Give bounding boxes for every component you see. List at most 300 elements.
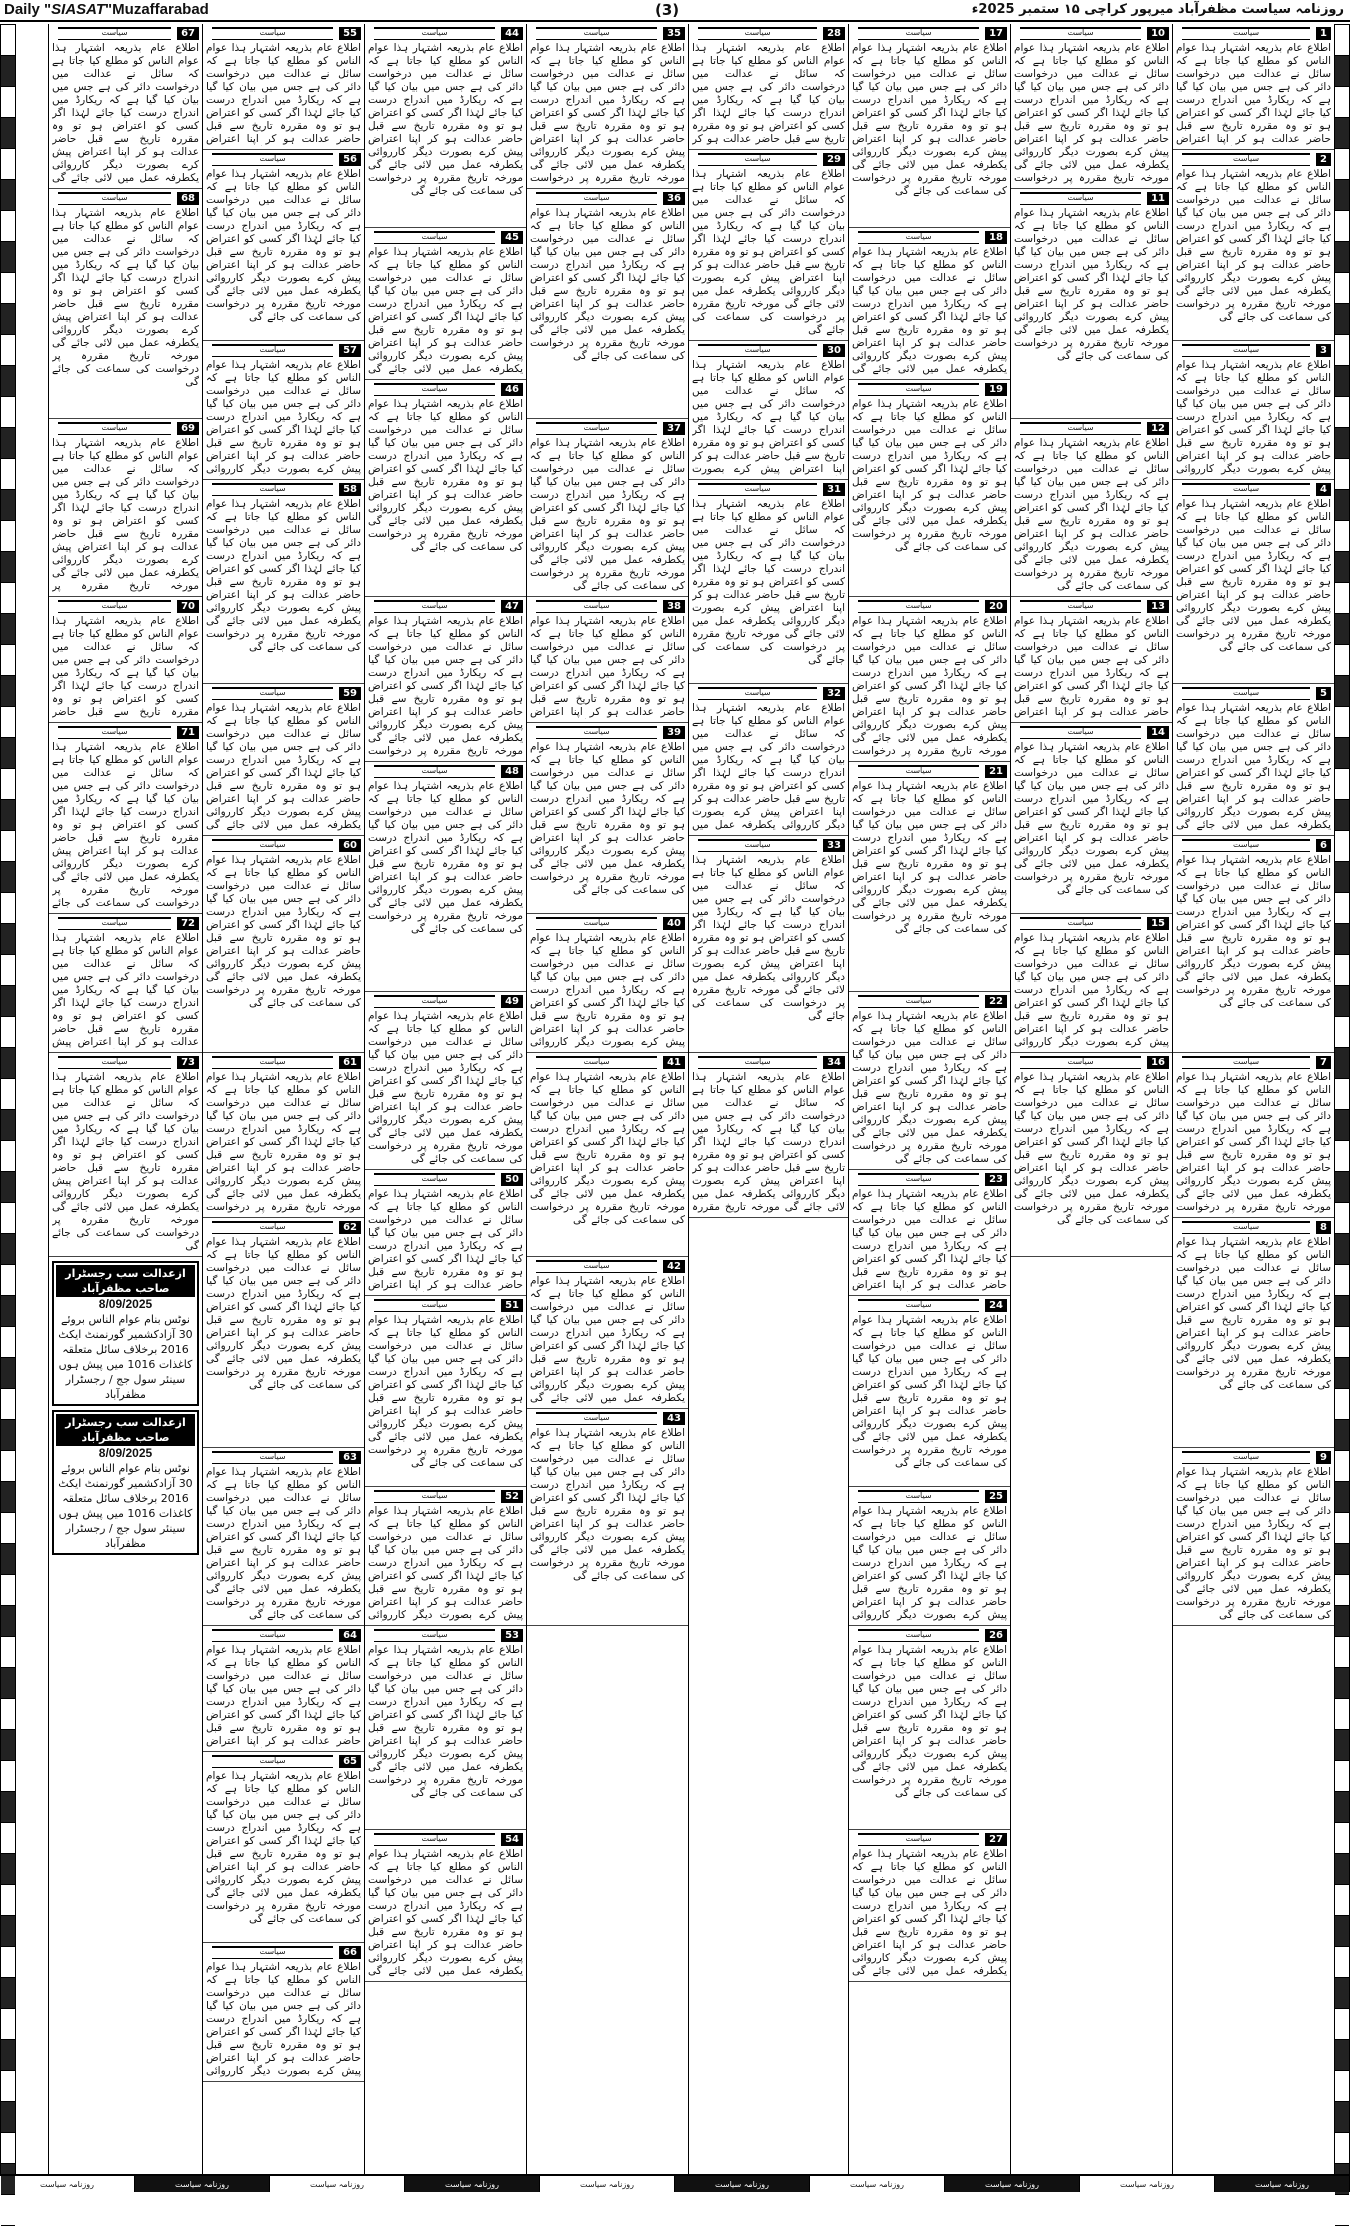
notice-body: اطلاع عام بذریعہ اشتہار ہذا عوام الناس کو مطلع کیا جاتا ہے کہ سائل نے عدالت میں درخواست دائر کی ہے جس میں بیان کیا گیا ہے کہ ریکارڈ میں اندراج درست کیا جائے لہٰذا اگر کسی کو اعتراض ہو تو وہ مقررہ تاریخ سے قبل حاضر عدالت ہو کر اپنا اعتراض bbox=[530, 615, 685, 718]
notice-header bbox=[52, 421, 199, 435]
border-strip-cell bbox=[1, 1079, 15, 1110]
notice-body: اطلاع عام بذریعہ اشتہار ہذا عوام الناس کو مطلع کیا جاتا ہے کہ سائل نے عدالت میں درخواست دائر کی ہے جس میں بیان کیا گیا ہے کہ ریکارڈ میں اندراج درست کیا جائے لہٰذا اگر کسی کو اعتراض ہو تو وہ مقررہ تاریخ سے قبل حاضر عدالت ہو کر اپنا اعتراض پیش کرے بصورت دیگر کارروائی یکطرفہ عمل میں لائی جائے گی مورخہ تاریخ مقررہ پر درخواست کی سماعت کی جائے گی bbox=[1014, 1071, 1169, 1226]
court-name: ازعدالت سب رجسٹرار صاحب مظفرآباد bbox=[56, 1414, 195, 1446]
notice-logo: سیاست bbox=[1182, 1221, 1310, 1234]
border-strip-cell bbox=[1335, 1482, 1349, 1513]
notice-body: اطلاع عام بذریعہ اشتہار ہذا عوام الناس کو مطلع کیا جاتا ہے کہ سائل نے عدالت میں درخواست دائر کی ہے جس میں بیان کیا گیا ہے کہ ریکارڈ میں اندراج درست کیا جائے لہٰذا اگر کسی کو اعتراض ہو تو وہ مقررہ تاریخ سے قبل حاضر عدالت ہو کر اپنا اعتراض پیش کرے بصورت دیگر کارروائی یکطرفہ عمل میں لائی جائے گی bbox=[52, 42, 199, 184]
border-strip-cell bbox=[1335, 1792, 1349, 1823]
public-notice bbox=[1173, 1448, 1334, 1626]
notice-logo: سیاست bbox=[374, 1629, 495, 1642]
border-strip-cell bbox=[1, 25, 15, 56]
border-strip-cell bbox=[1, 366, 15, 397]
notice-number: 2 bbox=[1316, 153, 1331, 166]
notice-body: اطلاع عام بذریعہ اشتہار ہذا عوام الناس کو مطلع کیا جاتا ہے کہ سائل نے عدالت میں درخواست دائر کی ہے جس میں بیان کیا گیا ہے کہ ریکارڈ میں اندراج درست کیا جائے لہٰذا اگر کسی کو اعتراض ہو تو وہ مقررہ تاریخ سے قبل حاضر عدالت ہو کر اپنا اعتراض پیش کرے بصورت دیگر کارروائی bbox=[206, 1961, 361, 2077]
notice-body: اطلاع عام بذریعہ اشتہار ہذا عوام الناس کو مطلع کیا جاتا ہے کہ سائل نے عدالت میں درخواست دائر کی ہے جس میں بیان کیا گیا ہے کہ ریکارڈ میں اندراج درست کیا جائے لہٰذا اگر کسی کو اعتراض ہو تو وہ مقررہ تاریخ سے قبل حاضر عدالت ہو کر اپنا اعتراض پیش کرے بصورت دیگر کارروائی یکطرفہ عمل میں لائی جائے گی مورخہ تاریخ مقررہ پر درخواست کی سماعت کی جائے گی bbox=[206, 854, 361, 1009]
notice-header bbox=[206, 1945, 361, 1959]
notice-column bbox=[688, 24, 848, 2174]
notice-body: اطلاع عام بذریعہ اشتہار ہذا عوام الناس کو مطلع کیا جاتا ہے کہ سائل نے عدالت میں درخواست دائر کی ہے جس میں بیان کیا گیا ہے کہ ریکارڈ میں اندراج درست کیا جائے لہٰذا اگر کسی کو اعتراض ہو تو وہ مقررہ تاریخ سے قبل حاضر عدالت ہو کر اپنا اعتراض پیش کرے بصورت دیگر کارروائی یکطرفہ عمل میں لائی جائے گی مورخہ تاریخ مقررہ پر درخواست کی سماعت کی جائے گی bbox=[368, 1010, 523, 1165]
notice-number: 54 bbox=[501, 1833, 523, 1846]
notice-number: 25 bbox=[985, 1490, 1007, 1503]
notice-body: اطلاع عام بذریعہ اشتہار ہذا عوام الناس کو مطلع کیا جاتا ہے کہ سائل نے عدالت میں درخواست دائر کی ہے جس میں بیان کیا گیا ہے کہ ریکارڈ میں اندراج درست کیا جائے لہٰذا اگر کسی کو اعتراض ہو تو وہ مقررہ تاریخ سے قبل حاضر عدالت ہو کر اپنا اعتراض پیش کرے بصورت دیگر کارروائی یکطرفہ عمل میں لائی جائے گی مورخہ تاریخ مقررہ bbox=[692, 1071, 845, 1213]
border-strip-cell bbox=[1335, 800, 1349, 831]
notice-header bbox=[1176, 686, 1331, 700]
notice-header bbox=[52, 26, 199, 40]
court-signature: سینئر سول جج / رجسٹرار مظفرآباد bbox=[65, 1373, 186, 1401]
border-strip-cell bbox=[1, 180, 15, 211]
border-strip-cell bbox=[1, 924, 15, 955]
notice-logo: سیاست bbox=[1182, 153, 1310, 166]
court-notice bbox=[52, 1410, 199, 1555]
border-strip-cell bbox=[1335, 676, 1349, 707]
notice-body: اطلاع عام بذریعہ اشتہار ہذا عوام الناس کو مطلع کیا جاتا ہے کہ سائل نے عدالت میں درخواست دائر کی ہے جس میں بیان کیا گیا ہے کہ ریکارڈ میں اندراج درست کیا جائے لہٰذا اگر کسی کو اعتراض ہو تو وہ مقررہ تاریخ سے قبل حاضر عدالت ہو کر اپنا اعتراض پیش کرے بصورت دیگر کارروائی یکطرفہ عمل میں لائی جائے گی مورخہ تاریخ مقررہ پر درخواست کی سماعت کی جائے گی bbox=[368, 398, 523, 553]
border-strip-cell bbox=[1335, 1203, 1349, 1234]
border-strip-cell bbox=[1, 1513, 15, 1544]
border-strip-cell bbox=[1, 1172, 15, 1203]
notice-logo: سیاست bbox=[858, 231, 979, 244]
notice-header bbox=[1014, 26, 1169, 40]
notice-logo: سیاست bbox=[212, 1221, 333, 1234]
notice-body: اطلاع عام بذریعہ اشتہار ہذا عوام الناس کو مطلع کیا جاتا ہے کہ سائل نے عدالت میں درخواست دائر کی ہے جس میں بیان کیا گیا ہے کہ ریکارڈ میں اندراج درست کیا جائے لہٰذا اگر کسی کو اعتراض ہو تو وہ مقررہ تاریخ سے قبل حاضر عدالت ہو کر اپنا اعتراض پیش کرے بصورت دیگر کارروائی یکطرفہ عمل میں لائی جائے گی مورخہ تاریخ مقررہ پر درخواست کی سماعت کی جائے گی bbox=[206, 1236, 361, 1391]
notice-number: 11 bbox=[1147, 192, 1169, 205]
border-strip-cell bbox=[1, 490, 15, 521]
public-notice bbox=[365, 380, 526, 597]
notice-body: اطلاع عام بذریعہ اشتہار ہذا عوام الناس کو مطلع کیا جاتا ہے کہ سائل نے عدالت میں درخواست دائر کی ہے جس میں بیان کیا گیا ہے کہ ریکارڈ میں اندراج درست کیا جائے لہٰذا اگر کسی کو اعتراض ہو تو وہ مقررہ تاریخ سے قبل حاضر عدالت ہو کر اپنا اعتراض پیش کرے بصورت دیگر کارروائی یکطرفہ عمل میں لائی جائے گی مورخہ تاریخ مقررہ پر درخواست کی سماعت کی جائے گی bbox=[692, 168, 845, 336]
notice-body: اطلاع عام بذریعہ اشتہار ہذا عوام الناس کو مطلع کیا جاتا ہے کہ سائل نے عدالت میں درخواست دائر کی ہے جس میں بیان کیا گیا ہے کہ ریکارڈ میں اندراج درست کیا جائے لہٰذا اگر کسی کو اعتراض ہو تو وہ مقررہ تاریخ سے قبل حاضر عدالت ہو کر اپنا اعتراض پیش کرے بصورت دیگر کارروائی یکطرفہ عمل میں لائی جائے گی مورخہ تاریخ مقررہ پر درخواست bbox=[368, 615, 523, 757]
border-strip-cell bbox=[1335, 1854, 1349, 1885]
border-strip-cell bbox=[1335, 707, 1349, 738]
notice-logo: سیاست bbox=[1182, 344, 1310, 357]
right-border-strip bbox=[1334, 24, 1350, 2174]
border-strip-cell bbox=[1335, 118, 1349, 149]
public-notice bbox=[527, 24, 688, 189]
notice-header bbox=[692, 343, 845, 357]
notice-header bbox=[368, 599, 523, 613]
border-strip-cell bbox=[1335, 25, 1349, 56]
border-strip-cell bbox=[1, 893, 15, 924]
notice-logo: سیاست bbox=[1020, 422, 1141, 435]
notice-header bbox=[530, 26, 685, 40]
notice-header bbox=[1176, 838, 1331, 852]
notice-header bbox=[368, 382, 523, 396]
notice-number: 20 bbox=[985, 600, 1007, 613]
newspaper-page bbox=[0, 24, 1350, 2174]
notice-body: اطلاع عام بذریعہ اشتہار ہذا عوام الناس کو مطلع کیا جاتا ہے کہ سائل نے عدالت میں درخواست دائر کی ہے جس میں بیان کیا گیا ہے کہ ریکارڈ میں اندراج درست کیا جائے لہٰذا اگر کسی کو اعتراض ہو تو وہ مقررہ تاریخ سے قبل حاضر عدالت ہو کر اپنا اعتراض پیش کرے بصورت دیگر کارروائی یکطرفہ عمل میں لائی جائے گی مورخہ تاریخ مقررہ پر درخواست bbox=[530, 42, 685, 184]
notice-header bbox=[368, 1172, 523, 1186]
border-strip-cell bbox=[1335, 1296, 1349, 1327]
public-notice bbox=[365, 1170, 526, 1296]
public-notice bbox=[1173, 150, 1334, 341]
notice-column bbox=[1172, 24, 1334, 2174]
notice-header bbox=[530, 916, 685, 930]
border-strip-cell bbox=[1335, 1544, 1349, 1575]
public-notice bbox=[527, 914, 688, 1053]
notice-number: 3 bbox=[1316, 344, 1331, 357]
notice-header bbox=[368, 1628, 523, 1642]
border-strip-cell bbox=[1, 242, 15, 273]
notice-header bbox=[692, 26, 845, 40]
public-notice bbox=[203, 24, 364, 150]
notice-body: اطلاع عام بذریعہ اشتہار ہذا عوام الناس کو مطلع کیا جاتا ہے کہ سائل نے عدالت میں درخواست دائر کی ہے جس میں بیان کیا گیا ہے کہ ریکارڈ میں اندراج درست کیا جائے لہٰذا اگر کسی کو اعتراض ہو تو وہ مقررہ تاریخ سے قبل حاضر عدالت ہو کر اپنا اعتراض bbox=[852, 1188, 1007, 1291]
notice-number: 51 bbox=[501, 1299, 523, 1312]
notice-body: اطلاع عام بذریعہ اشتہار ہذا عوام الناس کو مطلع کیا جاتا ہے کہ سائل نے عدالت میں درخواست دائر کی ہے جس میں بیان کیا گیا ہے کہ ریکارڈ میں اندراج درست کیا جائے لہٰذا اگر کسی کو اعتراض ہو تو وہ مقررہ تاریخ سے قبل حاضر عدالت ہو کر اپنا اعتراض پیش کرے بصورت دیگر کارروائی یکطرفہ عمل میں لائی جائے گی مورخہ تاریخ مقررہ پر درخواست کی سماعت کی جائے گی bbox=[368, 780, 523, 935]
border-strip-cell bbox=[1, 1823, 15, 1854]
notice-header bbox=[206, 343, 361, 357]
border-strip-cell bbox=[1335, 335, 1349, 366]
notice-logo: سیاست bbox=[858, 1629, 979, 1642]
notice-number: 21 bbox=[985, 765, 1007, 778]
public-notice bbox=[1173, 480, 1334, 684]
public-notice bbox=[849, 992, 1010, 1170]
border-strip-cell bbox=[1, 2102, 15, 2133]
public-notice bbox=[1011, 597, 1172, 723]
border-strip-cell bbox=[1335, 521, 1349, 552]
border-strip-cell bbox=[1335, 1823, 1349, 1854]
border-strip-cell bbox=[1335, 2133, 1349, 2164]
border-strip-cell bbox=[1, 862, 15, 893]
border-strip-cell bbox=[1335, 1017, 1349, 1048]
border-strip-cell bbox=[1, 1575, 15, 1606]
public-notice bbox=[689, 1053, 848, 1218]
notice-body: اطلاع عام بذریعہ اشتہار ہذا عوام الناس کو مطلع کیا جاتا ہے کہ سائل نے عدالت میں درخواست دائر کی ہے جس میں بیان کیا گیا ہے کہ ریکارڈ میں اندراج درست کیا جائے لہٰذا اگر کسی کو اعتراض ہو تو وہ مقررہ تاریخ سے قبل حاضر عدالت ہو کر اپنا اعتراض پیش کرے بصورت دیگر کارروائی یکطرفہ عمل میں لائی جائے گی مورخہ تاریخ مقررہ پر درخواست کی سماعت کی جائے گی bbox=[692, 854, 845, 1022]
notice-body: اطلاع عام بذریعہ اشتہار ہذا عوام الناس کو مطلع کیا جاتا ہے کہ سائل نے عدالت میں درخواست دائر کی ہے جس میں بیان کیا گیا ہے کہ ریکارڈ میں اندراج درست کیا جائے لہٰذا اگر کسی کو اعتراض ہو تو وہ مقررہ تاریخ سے قبل حاضر عدالت ہو کر اپنا اعتراض پیش کرے بصورت دیگر کارروائی یکطرفہ عمل میں لائی جائے گی مورخہ تاریخ مقررہ پر درخواست bbox=[1176, 1071, 1331, 1213]
border-strip-cell bbox=[1, 118, 15, 149]
notice-body: اطلاع عام بذریعہ اشتہار ہذا عوام الناس کو مطلع کیا جاتا ہے کہ سائل نے عدالت میں درخواست دائر کی ہے جس میں بیان کیا گیا ہے کہ ریکارڈ میں اندراج درست کیا جائے لہٰذا اگر کسی کو اعتراض ہو تو وہ مقررہ تاریخ سے قبل حاضر عدالت ہو کر اپنا اعتراض پیش کرے بصورت دیگر کارروائی یکطرفہ عمل میں لائی جائے گی مورخہ تاریخ مقررہ پر درخواست کی سماعت کی جائے گی bbox=[1176, 168, 1331, 323]
notice-logo: سیاست bbox=[58, 27, 171, 40]
public-notice bbox=[1173, 24, 1334, 150]
border-strip-cell bbox=[1335, 1668, 1349, 1699]
notice-number: 29 bbox=[823, 153, 845, 166]
border-strip-cell bbox=[1335, 769, 1349, 800]
notice-header bbox=[692, 686, 845, 700]
border-strip-cell bbox=[1, 676, 15, 707]
public-notice bbox=[365, 1626, 526, 1830]
public-notice bbox=[849, 1487, 1010, 1626]
notice-header bbox=[852, 1298, 1007, 1312]
notice-body: اطلاع عام بذریعہ اشتہار ہذا عوام الناس کو مطلع کیا جاتا ہے کہ سائل نے عدالت میں درخواست دائر کی ہے جس میں بیان کیا گیا ہے کہ ریکارڈ میں اندراج درست کیا جائے لہٰذا اگر کسی کو اعتراض ہو تو وہ مقررہ تاریخ سے قبل حاضر عدالت ہو کر اپنا اعتراض پیش کرے بصورت دیگر کارروائی یکطرفہ عمل میں لائی جائے گی مورخہ تاریخ مقررہ پر درخواست کی سماعت کی جائے گی bbox=[530, 1071, 685, 1226]
border-strip-cell bbox=[1335, 149, 1349, 180]
notice-number: 43 bbox=[663, 1412, 685, 1425]
notice-number: 39 bbox=[663, 726, 685, 739]
notice-header bbox=[852, 764, 1007, 778]
brand-name: SIASAT bbox=[51, 1, 106, 18]
notice-body: اطلاع عام بذریعہ اشتہار ہذا عوام الناس کو مطلع کیا جاتا ہے کہ سائل نے عدالت میں درخواست دائر کی ہے جس میں بیان کیا گیا ہے کہ ریکارڈ میں اندراج درست کیا جائے لہٰذا اگر کسی کو اعتراض ہو تو وہ مقررہ تاریخ سے قبل حاضر عدالت ہو کر اپنا اعتراض پیش کرے بصورت دیگر کارروائی یکطرفہ عمل میں لائی جائے گی مورخہ تاریخ مقررہ پر درخواست کی سماعت کی جائے گی bbox=[852, 42, 1007, 197]
notice-body: اطلاع عام بذریعہ اشتہار ہذا عوام الناس کو مطلع کیا جاتا ہے کہ سائل نے عدالت میں درخواست دائر کی ہے جس میں بیان کیا گیا ہے کہ ریکارڈ میں اندراج درست کیا جائے لہٰذا اگر کسی کو اعتراض ہو تو وہ مقررہ تاریخ سے قبل حاضر عدالت ہو کر اپنا اعتراض پیش کرے بصورت دیگر کارروائی یکطرفہ عمل میں لائی جائے گی مورخہ تاریخ مقررہ پر درخواست کی سماعت کی جائے گی bbox=[1014, 741, 1169, 896]
notice-header bbox=[1014, 916, 1169, 930]
notice-number: 55 bbox=[339, 27, 361, 40]
footer-cell: روزنامہ سیاست bbox=[135, 2176, 270, 2192]
notice-logo: سیاست bbox=[212, 1056, 333, 1069]
notice-number: 48 bbox=[501, 765, 523, 778]
notice-header bbox=[852, 1489, 1007, 1503]
notice-logo: سیاست bbox=[698, 27, 817, 40]
notice-number: 65 bbox=[339, 1755, 361, 1768]
notice-body: اطلاع عام بذریعہ اشتہار ہذا عوام الناس کو مطلع کیا جاتا ہے کہ سائل نے عدالت میں درخواست دائر کی ہے جس میں بیان کیا گیا ہے کہ ریکارڈ میں اندراج درست کیا جائے لہٰذا اگر کسی کو اعتراض ہو تو وہ مقررہ تاریخ سے قبل حاضر عدالت ہو کر اپنا اعتراض پیش کرے بصورت دیگر کارروائی یکطرفہ عمل میں لائی جائے گی مورخہ تاریخ مقررہ پر درخواست bbox=[1014, 42, 1169, 184]
notice-header bbox=[1176, 1220, 1331, 1234]
notice-header bbox=[52, 191, 199, 205]
notice-logo: سیاست bbox=[858, 1833, 979, 1846]
notice-header bbox=[1014, 599, 1169, 613]
notice-body: اطلاع عام بذریعہ اشتہار ہذا عوام الناس کو مطلع کیا جاتا ہے کہ سائل نے عدالت میں درخواست دائر کی ہے جس میں بیان کیا گیا ہے کہ ریکارڈ میں اندراج درست کیا جائے لہٰذا اگر کسی کو اعتراض ہو تو وہ مقررہ تاریخ سے قبل حاضر عدالت ہو کر اپنا اعتراض پیش کرے بصورت دیگر کارروائی یکطرفہ عمل میں لائی جائے گی مورخہ تاریخ مقررہ پر درخواست کی سماعت کی جائے گی bbox=[1176, 1236, 1331, 1391]
border-strip-cell bbox=[1, 1296, 15, 1327]
notice-logo: سیاست bbox=[374, 1833, 495, 1846]
border-strip-cell bbox=[1335, 1234, 1349, 1265]
notice-header bbox=[52, 599, 199, 613]
border-strip-cell bbox=[1, 1544, 15, 1575]
border-strip-cell bbox=[1, 397, 15, 428]
public-notice bbox=[203, 836, 364, 1053]
notice-column bbox=[526, 24, 688, 2174]
notice-logo: سیاست bbox=[536, 917, 657, 930]
notice-number: 70 bbox=[177, 600, 199, 613]
public-notice bbox=[527, 189, 688, 419]
notice-header bbox=[206, 686, 361, 700]
notice-logo: سیاست bbox=[536, 1056, 657, 1069]
notice-header bbox=[206, 1055, 361, 1069]
border-strip-cell bbox=[1, 1916, 15, 1947]
border-strip-cell bbox=[1, 1358, 15, 1389]
notice-header bbox=[530, 1259, 685, 1273]
page-number: (3) bbox=[655, 1, 680, 19]
notice-logo: سیاست bbox=[1020, 1056, 1141, 1069]
notice-logo: سیاست bbox=[58, 600, 171, 613]
notice-body: اطلاع عام بذریعہ اشتہار ہذا عوام الناس کو مطلع کیا جاتا ہے کہ سائل نے عدالت میں درخواست دائر کی ہے جس میں بیان کیا گیا ہے کہ ریکارڈ میں اندراج درست کیا جائے لہٰذا اگر کسی کو اعتراض ہو تو وہ مقررہ تاریخ سے قبل حاضر عدالت ہو کر اپنا اعتراض پیش کرے بصورت دیگر کارروائی یکطرفہ عمل میں لائی جائے گی مورخہ تاریخ مقررہ پر درخواست کی سماعت کی جائے گی bbox=[368, 42, 523, 197]
notice-header bbox=[368, 1832, 523, 1846]
notice-number: 42 bbox=[663, 1260, 685, 1273]
notice-number: 63 bbox=[339, 1451, 361, 1464]
notice-body: اطلاع عام بذریعہ اشتہار ہذا عوام الناس کو مطلع کیا جاتا ہے کہ سائل نے عدالت میں درخواست دائر کی ہے جس میں بیان کیا گیا ہے کہ ریکارڈ میں اندراج درست کیا جائے لہٰذا اگر کسی کو اعتراض ہو تو وہ مقررہ تاریخ سے قبل حاضر عدالت ہو کر اپنا اعتراض پیش کرے بصورت دیگر کارروائی یکطرفہ عمل میں لائی جائے گی مورخہ تاریخ مقررہ پر درخواست کی سماعت کی جائے گی bbox=[368, 1644, 523, 1799]
public-notice bbox=[49, 723, 202, 914]
notice-number: 4 bbox=[1316, 483, 1331, 496]
footer-cell: روزنامہ سیاست bbox=[270, 2176, 405, 2192]
title-prefix: Daily " bbox=[4, 1, 52, 18]
notice-logo: سیاست bbox=[698, 687, 817, 700]
border-strip-cell bbox=[1335, 428, 1349, 459]
notice-header bbox=[530, 599, 685, 613]
notice-header bbox=[852, 1172, 1007, 1186]
border-strip-cell bbox=[1, 1451, 15, 1482]
notice-number: 19 bbox=[985, 383, 1007, 396]
public-notice bbox=[203, 1218, 364, 1448]
notice-number: 13 bbox=[1147, 600, 1169, 613]
notice-logo: سیاست bbox=[212, 483, 333, 496]
public-notice bbox=[203, 1053, 364, 1218]
notice-logo: سیاست bbox=[858, 765, 979, 778]
notice-number: 64 bbox=[339, 1629, 361, 1642]
notice-number: 9 bbox=[1316, 1451, 1331, 1464]
border-strip-cell bbox=[1, 1978, 15, 2009]
public-notice bbox=[365, 1830, 526, 1982]
notice-body: اطلاع عام بذریعہ اشتہار ہذا عوام الناس کو مطلع کیا جاتا ہے کہ سائل نے عدالت میں درخواست دائر کی ہے جس میں بیان کیا گیا ہے کہ ریکارڈ میں اندراج درست کیا جائے لہٰذا اگر کسی کو اعتراض ہو تو وہ مقررہ تاریخ سے قبل حاضر عدالت ہو کر اپنا اعتراض پیش کرے بصورت دیگر کارروائی یکطرفہ عمل میں لائی جائے گی مورخہ تاریخ مقررہ پر درخواست کی سماعت کی جائے گی bbox=[530, 741, 685, 896]
notice-body: اطلاع عام بذریعہ اشتہار ہذا عوام الناس کو مطلع کیا جاتا ہے کہ سائل نے عدالت میں درخواست دائر کی ہے جس میں بیان کیا گیا ہے کہ ریکارڈ میں اندراج درست کیا جائے لہٰذا اگر کسی کو اعتراض ہو تو وہ مقررہ تاریخ سے قبل حاضر عدالت ہو کر اپنا اعتراض bbox=[206, 1644, 361, 1747]
notice-logo: سیاست bbox=[698, 839, 817, 852]
notice-body: اطلاع عام بذریعہ اشتہار ہذا عوام الناس کو مطلع کیا جاتا ہے کہ سائل نے عدالت میں درخواست دائر کی ہے جس میں بیان کیا گیا ہے کہ ریکارڈ میں اندراج درست کیا جائے لہٰذا اگر کسی کو اعتراض ہو تو وہ مقررہ تاریخ سے قبل حاضر عدالت ہو کر اپنا اعتراض پیش کرے بصورت دیگر کارروائی یکطرفہ عمل میں لائی جائے گی مورخہ تاریخ مقررہ پر درخواست کی سماعت کی جائے گی bbox=[1176, 854, 1331, 1009]
notice-logo: سیاست bbox=[374, 1173, 495, 1186]
notice-logo: سیاست bbox=[1020, 192, 1141, 205]
notice-number: 1 bbox=[1316, 27, 1331, 40]
notice-column bbox=[364, 24, 526, 2174]
masthead-urdu-title: روزنامہ سیاست مظفرآباد میرپور کراچی ۱۵ ستمبر 2025ء bbox=[971, 2, 1344, 17]
public-notice bbox=[365, 228, 526, 380]
border-strip-cell bbox=[1335, 552, 1349, 583]
border-strip-cell bbox=[1, 1761, 15, 1792]
left-border-strip bbox=[0, 24, 16, 2174]
border-strip-cell bbox=[1335, 1141, 1349, 1172]
public-notice bbox=[849, 1170, 1010, 1296]
public-notice bbox=[203, 1626, 364, 1752]
notice-header bbox=[852, 1832, 1007, 1846]
footer-cell: روزنامہ سیاست bbox=[810, 2176, 945, 2192]
notice-logo: سیاست bbox=[698, 344, 817, 357]
border-strip-cell bbox=[1, 87, 15, 118]
border-strip-cell bbox=[1335, 1761, 1349, 1792]
notice-body: اطلاع عام بذریعہ اشتہار ہذا عوام الناس کو مطلع کیا جاتا ہے کہ سائل نے عدالت میں درخواست دائر کی ہے جس میں بیان کیا گیا ہے کہ ریکارڈ میں اندراج درست کیا جائے لہٰذا اگر کسی کو اعتراض ہو تو وہ مقررہ تاریخ سے قبل حاضر عدالت ہو کر اپنا اعتراض پیش bbox=[52, 932, 199, 1048]
notice-number: 37 bbox=[663, 422, 685, 435]
border-strip-cell bbox=[1335, 2102, 1349, 2133]
notice-header bbox=[1176, 482, 1331, 496]
notice-logo: سیاست bbox=[374, 995, 495, 1008]
notice-header bbox=[1014, 725, 1169, 739]
border-strip-cell bbox=[1335, 1513, 1349, 1544]
notice-body: اطلاع عام بذریعہ اشتہار ہذا عوام الناس کو مطلع کیا جاتا ہے کہ سائل نے عدالت میں درخواست دائر کی ہے جس میں بیان کیا گیا ہے کہ ریکارڈ میں اندراج درست کیا جائے لہٰذا اگر کسی کو اعتراض ہو تو وہ مقررہ تاریخ سے قبل حاضر عدالت ہو کر اپنا اعتراض پیش کرے بصورت دیگر کارروائی یکطرفہ عمل میں لائی جائے گی مورخہ تاریخ مقررہ پر درخواست کی سماعت کی جائے گی bbox=[852, 780, 1007, 935]
border-strip-cell bbox=[1335, 1947, 1349, 1978]
notice-body: اطلاع عام بذریعہ اشتہار ہذا عوام الناس کو مطلع کیا جاتا ہے کہ سائل نے عدالت میں درخواست دائر کی ہے جس میں بیان کیا گیا ہے کہ ریکارڈ میں اندراج درست کیا جائے لہٰذا اگر کسی کو اعتراض ہو تو وہ مقررہ تاریخ سے قبل حاضر عدالت ہو کر اپنا اعتراض پیش کرے بصورت دیگر کارروائی bbox=[206, 359, 361, 475]
public-notice bbox=[527, 723, 688, 914]
border-strip-cell bbox=[1335, 1110, 1349, 1141]
notice-header bbox=[530, 725, 685, 739]
notice-number: 69 bbox=[177, 422, 199, 435]
notice-number: 10 bbox=[1147, 27, 1169, 40]
border-strip-cell bbox=[1335, 459, 1349, 490]
border-strip-cell bbox=[1335, 831, 1349, 862]
border-strip-cell bbox=[1, 1482, 15, 1513]
public-notice bbox=[365, 1487, 526, 1626]
notice-header bbox=[692, 482, 845, 496]
notice-logo: سیاست bbox=[1182, 839, 1310, 852]
border-strip-cell bbox=[1335, 583, 1349, 614]
border-strip-cell bbox=[1, 335, 15, 366]
notice-number: 41 bbox=[663, 1056, 685, 1069]
notice-number: 18 bbox=[985, 231, 1007, 244]
notice-number: 23 bbox=[985, 1173, 1007, 1186]
notice-logo: سیاست bbox=[212, 1451, 333, 1464]
masthead-english-title bbox=[4, 1, 209, 18]
notice-number: 56 bbox=[339, 153, 361, 166]
notice-header bbox=[368, 1489, 523, 1503]
notice-header bbox=[368, 26, 523, 40]
notice-logo: سیاست bbox=[536, 27, 657, 40]
border-strip-cell bbox=[1335, 955, 1349, 986]
notice-body: اطلاع عام بذریعہ اشتہار ہذا عوام الناس کو مطلع کیا جاتا ہے کہ سائل نے عدالت میں درخواست دائر کی ہے جس میں بیان کیا گیا ہے کہ ریکارڈ میں اندراج درست کیا جائے لہٰذا اگر کسی کو اعتراض ہو تو وہ مقررہ تاریخ سے قبل حاضر عدالت ہو کر اپنا اعتراض bbox=[206, 42, 361, 145]
notice-logo: سیاست bbox=[374, 1299, 495, 1312]
public-notice bbox=[1173, 1053, 1334, 1218]
notice-header bbox=[206, 482, 361, 496]
border-strip-cell bbox=[1335, 1978, 1349, 2009]
notice-logo: سیاست bbox=[374, 600, 495, 613]
public-notice bbox=[203, 480, 364, 684]
notice-header bbox=[368, 764, 523, 778]
notice-body: اطلاع عام بذریعہ اشتہار ہذا عوام الناس کو مطلع کیا جاتا ہے کہ سائل نے عدالت میں درخواست دائر کی ہے جس میں بیان کیا گیا ہے کہ ریکارڈ میں اندراج درست کیا جائے لہٰذا اگر کسی کو اعتراض ہو تو وہ مقررہ تاریخ سے قبل حاضر عدالت ہو کر اپنا اعتراض پیش کرے بصورت دیگر کارروائی یکطرفہ عمل میں لائی جائے گی مورخہ تاریخ مقررہ پر درخواست کی سماعت کی جائے گی bbox=[852, 1010, 1007, 1165]
border-strip-cell bbox=[1335, 2195, 1349, 2226]
public-notice bbox=[849, 762, 1010, 992]
public-notice bbox=[849, 24, 1010, 228]
public-notice bbox=[849, 597, 1010, 762]
notice-header bbox=[368, 1298, 523, 1312]
border-strip-cell bbox=[1335, 2009, 1349, 2040]
border-strip-cell bbox=[1335, 986, 1349, 1017]
notice-logo: سیاست bbox=[58, 917, 171, 930]
public-notice bbox=[203, 1448, 364, 1626]
notice-header bbox=[530, 1411, 685, 1425]
court-body: نوٹس بنام عوام الناس بروئے 30 آزادکشمیر گورنمنٹ ایکٹ 2016 برخلاف سائل متعلقہ کاغذات 1016 میں پیش ہوں bbox=[58, 1462, 193, 1520]
notice-header bbox=[1014, 1055, 1169, 1069]
notice-header bbox=[692, 152, 845, 166]
public-notice bbox=[203, 1943, 364, 2082]
notice-logo: سیاست bbox=[536, 1260, 657, 1273]
notice-logo: سیاست bbox=[1182, 483, 1310, 496]
public-notice bbox=[203, 341, 364, 480]
notice-body: اطلاع عام بذریعہ اشتہار ہذا عوام الناس کو مطلع کیا جاتا ہے کہ سائل نے عدالت میں درخواست دائر کی ہے جس میں بیان کیا گیا ہے کہ ریکارڈ میں اندراج درست کیا جائے لہٰذا اگر کسی کو اعتراض ہو تو وہ مقررہ تاریخ سے قبل حاضر عدالت ہو کر اپنا اعتراض پیش کرے بصورت دیگر کارروائی یکطرفہ عمل میں لائی جائے گی مورخہ تاریخ مقررہ پر درخواست کی سماعت کی جائے گی bbox=[206, 498, 361, 653]
notice-column bbox=[848, 24, 1010, 2174]
public-notice bbox=[49, 597, 202, 723]
border-strip-cell bbox=[1, 1699, 15, 1730]
notice-number: 60 bbox=[339, 839, 361, 852]
border-strip-cell bbox=[1335, 1730, 1349, 1761]
notice-body: اطلاع عام بذریعہ اشتہار ہذا عوام الناس کو مطلع کیا جاتا ہے کہ سائل نے عدالت میں درخواست دائر کی ہے جس میں بیان کیا گیا ہے کہ ریکارڈ میں اندراج درست کیا جائے لہٰذا اگر کسی کو اعتراض ہو تو وہ مقررہ تاریخ سے قبل حاضر عدالت ہو کر اپنا اعتراض پیش کرے بصورت دیگر کارروائی یکطرفہ عمل میں لائی جائے گی مورخہ تاریخ مقررہ پر درخواست کی سماعت کی جائے گی bbox=[206, 1770, 361, 1925]
border-strip-cell bbox=[1, 2071, 15, 2102]
notice-number: 44 bbox=[501, 27, 523, 40]
notice-header bbox=[852, 1628, 1007, 1642]
border-strip-cell bbox=[1, 2009, 15, 2040]
notice-logo: سیاست bbox=[536, 600, 657, 613]
court-signature: سینئر سول جج / رجسٹرار مظفرآباد bbox=[65, 1522, 186, 1550]
border-strip-cell bbox=[1, 1203, 15, 1234]
border-strip-cell bbox=[1, 2040, 15, 2071]
notice-body: اطلاع عام بذریعہ اشتہار ہذا عوام الناس کو مطلع کیا جاتا ہے کہ سائل نے عدالت میں درخواست دائر کی ہے جس میں بیان کیا گیا ہے کہ ریکارڈ میں اندراج درست کیا جائے لہٰذا اگر کسی کو اعتراض ہو تو وہ مقررہ تاریخ سے قبل حاضر عدالت ہو کر اپنا اعتراض bbox=[1176, 42, 1331, 145]
border-strip-cell bbox=[1, 149, 15, 180]
notice-body: اطلاع عام بذریعہ اشتہار ہذا عوام الناس کو مطلع کیا جاتا ہے کہ سائل نے عدالت میں درخواست دائر کی ہے جس میں بیان کیا گیا ہے کہ ریکارڈ میں اندراج درست کیا جائے لہٰذا اگر کسی کو اعتراض ہو تو وہ مقررہ تاریخ سے قبل حاضر عدالت ہو کر اپنا اعتراض پیش کرے بصورت دیگر کارروائی یکطرفہ عمل میں لائی جائے گی مورخہ تاریخ مقررہ پر درخواست کی سماعت کی جائے گی bbox=[52, 1071, 199, 1252]
border-strip-cell bbox=[1, 707, 15, 738]
notice-header bbox=[1014, 421, 1169, 435]
public-notice bbox=[1173, 684, 1334, 836]
notice-body: اطلاع عام بذریعہ اشتہار ہذا عوام الناس کو مطلع کیا جاتا ہے کہ سائل نے عدالت میں درخواست دائر کی ہے جس میں بیان کیا گیا ہے کہ ریکارڈ میں اندراج درست کیا جائے لہٰذا اگر کسی کو اعتراض ہو تو وہ مقررہ تاریخ سے قبل حاضر عدالت ہو کر اپنا اعتراض پیش کرے بصورت دیگر کارروائی یکطرفہ عمل میں لائی جائے گی مورخہ تاریخ مقررہ پر درخواست کی سماعت کی جائے گی bbox=[852, 398, 1007, 553]
notice-number: 66 bbox=[339, 1946, 361, 1959]
notice-logo: سیاست bbox=[1020, 917, 1141, 930]
public-notice bbox=[689, 341, 848, 480]
notice-number: 14 bbox=[1147, 726, 1169, 739]
public-notice bbox=[203, 150, 364, 341]
border-strip-cell bbox=[1, 56, 15, 87]
public-notice bbox=[203, 684, 364, 836]
notice-logo: سیاست bbox=[212, 344, 333, 357]
notice-number: 40 bbox=[663, 917, 685, 930]
public-notice bbox=[689, 150, 848, 341]
notice-number: 46 bbox=[501, 383, 523, 396]
public-notice bbox=[689, 24, 848, 150]
notice-logo: سیاست bbox=[58, 726, 171, 739]
notice-header bbox=[206, 1450, 361, 1464]
public-notice bbox=[527, 597, 688, 723]
border-strip-cell bbox=[1335, 1420, 1349, 1451]
border-strip-cell bbox=[1, 1327, 15, 1358]
notice-logo: سیاست bbox=[536, 422, 657, 435]
notice-number: 45 bbox=[501, 231, 523, 244]
public-notice bbox=[49, 419, 202, 597]
notice-body: اطلاع عام بذریعہ اشتہار ہذا عوام الناس کو مطلع کیا جاتا ہے کہ سائل نے عدالت میں درخواست دائر کی ہے جس میں بیان کیا گیا ہے کہ ریکارڈ میں اندراج درست کیا جائے لہٰذا اگر کسی کو اعتراض ہو تو وہ مقررہ تاریخ سے قبل حاضر عدالت ہو کر اپنا اعتراض پیش کرے بصورت دیگر کارروائی یکطرفہ عمل میں لائی جائے گی bbox=[852, 1848, 1007, 1977]
notice-logo: سیاست bbox=[1020, 726, 1141, 739]
border-strip-cell bbox=[1335, 1172, 1349, 1203]
notice-logo: سیاست bbox=[858, 1173, 979, 1186]
notice-header bbox=[692, 838, 845, 852]
